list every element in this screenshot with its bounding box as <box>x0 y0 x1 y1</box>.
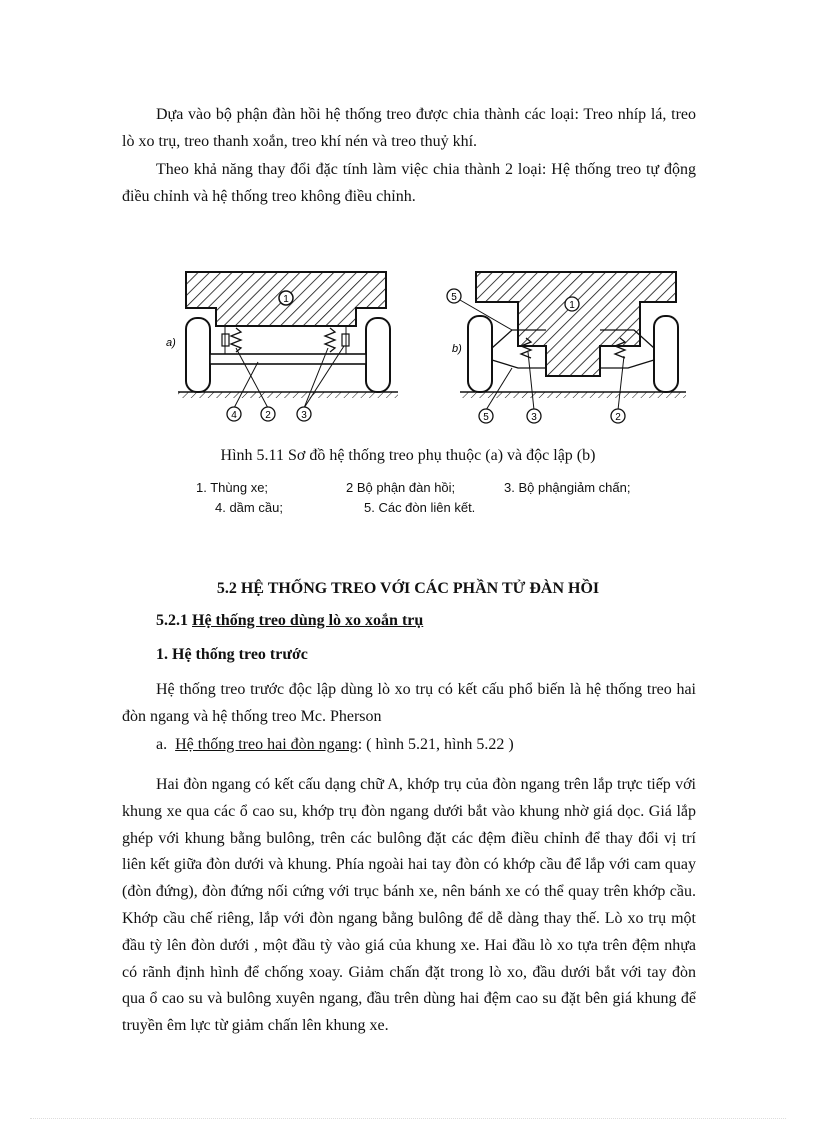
footer-divider <box>30 1118 786 1119</box>
wheel-left-b <box>468 316 492 392</box>
sub-a-prefix: a. <box>156 736 168 753</box>
sub-a-title: Hệ thống treo hai đòn ngang <box>175 736 358 753</box>
wheel-right-a <box>366 318 390 392</box>
legend-item-2: 2 Bộ phận đàn hồi; <box>346 480 456 495</box>
svg-text:1: 1 <box>569 300 575 311</box>
vehicle-body-b <box>476 272 676 376</box>
label-a: a) <box>166 337 176 349</box>
svg-text:4: 4 <box>231 410 237 421</box>
legend-item-5: 5. Các đòn liên kết. <box>364 500 476 515</box>
wheel-right-b <box>654 316 678 392</box>
figure-caption: Hình 5.11 Sơ đồ hệ thống treo phụ thuộc (a) và độc lập (b) <box>220 447 596 464</box>
sub-a-ref: : ( hình 5.21, hình 5.22 ) <box>357 736 514 753</box>
body-paragraph: Hai đòn ngang có kết cấu dạng chữ A, khớp trụ của đòn ngang trên lắp trực tiếp với khung xe qua các ổ cao su, khớp trụ đòn ngang dưới bắt vào khung nhờ giá dọc. Giá lắp ghép với khung bằng bulông, trên các bulông đặt các đệm điều chỉnh để thay đổi vị trí liên kết giữa đòn dưới và khung. Phía ngoài hai tay đòn có khớp cầu để lắp với cam quay (đòn đứng), đòn đứng nối cứng với trục bánh xe, nên bánh xe có thể quay trên khớp cầu. Khớp cầu chế riêng, lắp với đòn ngang bằng bulông để dễ dàng thay thế. Lò xo trụ một đầu tỳ lên đòn dưới , một đầu tỳ vào giá của khung xe. Hai đầu lò xo tựa trên đệm nhựa có rãnh định hình để chống xoay. Giảm chấn đặt trong lò xo, đầu dưới bắt với tay đòn qua ổ cao su và bulông xuyên ngang, đầu trên dùng hai đệm cao su đặt bên giá khung để truyền êm lực từ giảm chấn lên khung xe. <box>122 776 696 1035</box>
svg-text:2: 2 <box>265 410 271 421</box>
svg-text:5: 5 <box>451 292 457 303</box>
wheel-left-a <box>186 318 210 392</box>
svg-text:3: 3 <box>301 410 307 421</box>
subsection-number: 5.2.1 <box>156 612 188 629</box>
legend-item-3: 3. Bộ phậngiảm chấn; <box>504 480 631 495</box>
sub-a-heading <box>156 731 696 758</box>
item-paragraph: Hệ thống treo trước độc lập dùng lò xo trụ có kết cấu phổ biến là hệ thống treo hai đòn ngang và hệ thống treo Mc. Pherson <box>122 681 696 725</box>
label-b: b) <box>452 343 462 355</box>
subsection-title: Hệ thống treo dùng lò xo xoắn trụ <box>192 612 424 629</box>
suspension-diagram <box>168 268 688 438</box>
diagram-b <box>447 272 686 423</box>
spring-right-a <box>325 328 335 352</box>
intro-paragraph-1: Dựa vào bộ phận đàn hồi hệ thống treo được chia thành các loại: Treo nhíp lá, treo lò xo trụ, treo thanh xoắn, treo khí nén và treo thuỷ khí. <box>122 106 696 150</box>
legend-item-1: 1. Thùng xe; <box>196 480 269 495</box>
svg-text:5: 5 <box>483 412 489 423</box>
svg-text:1: 1 <box>283 294 289 305</box>
svg-text:3: 3 <box>531 412 537 423</box>
subsection-heading <box>156 612 423 630</box>
legend-item-4: 4. dầm cầu; <box>215 500 283 515</box>
axle-beam-a <box>210 354 366 364</box>
svg-text:2: 2 <box>615 412 621 423</box>
section-heading: 5.2 HỆ THỐNG TREO VỚI CÁC PHẦN TỬ ĐÀN HỒI <box>216 580 600 597</box>
item-heading: 1. Hệ thống treo trước <box>156 646 308 663</box>
diagram-a <box>166 272 398 421</box>
ground-a <box>178 392 398 398</box>
intro-paragraph-2: Theo khả năng thay đổi đặc tính làm việc chia thành 2 loại: Hệ thống treo tự động điều chỉnh và hệ thống treo không điều chỉnh. <box>122 161 696 205</box>
